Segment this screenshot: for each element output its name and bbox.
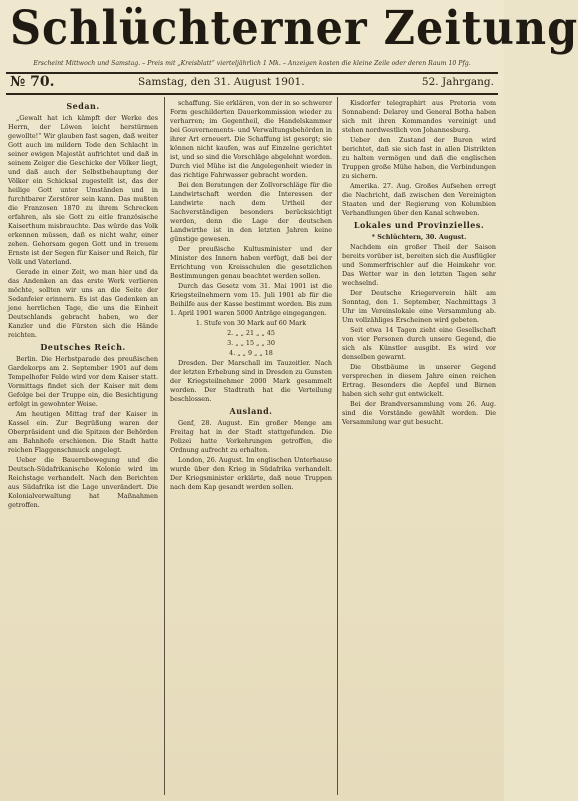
article-paragraph: London, 26. August. Im englischen Unterhause wurde über den Krieg in Südafrika verhandelt. Der Kriegsminister erklärte, daß neue Truppen nach dem Kap gesandt werden sollen. [170,456,332,491]
column-2 [170,99,332,795]
article-paragraph: Ueber die Bauernbewegung und die Deutsch-Südafrikanische Kolonie wird im Reichstage verhandelt. Nach den Berichten aus Südafrika ist die Lage unverändert. Die Kolonialverwaltung hat Maßnahmen getroffen. [8,456,158,509]
article-paragraph: Der Deutsche Kriegerverein hält am Sonntag, den 1. September, Nachmittags 3 Uhr im Vereinslokale eine Versammlung ab. Um vollzähliges Erscheinen wird gebeten. [342,289,496,324]
article-paragraph: Gerade in einer Zeit, wo man hier und da das Andenken an das erste Werk verlieren möchte, sollten wir uns an die Seite der Sedanfeier erinnern. Es ist das Gedenken an jene herrlichen Tage, die uns die Einheit Deutschlands gebracht haben, wo der Kanzler und die Fürsten sich die Hände reichten. [8,268,158,339]
article-paragraph: Ueber den Zustand der Buren wird berichtet, daß sie sich fast in allen Distrikten zu halten vermögen und daß die englischen Truppen große Mühe haben, die Verbindungen zu sichern. [342,136,496,180]
issue-number: № 70. [10,74,55,90]
article-paragraph: „Gewalt hat ich kämpft der Werke des Herrn, der Löwen leicht herstürmen gewollte!“ Wir glauben fast sagen, daß weiter Gott auch im mildern Tode den Schlacht in seiner ewigen Majestät aufrichtet und daß in seinem Zeiger die Geschicke der Völker liegt, und daß auch der Selbstbehauptung der Völker ein Schicksal zugestellt ist, das der heilige Gott unter Umständen und in furchtbarer Zerstörer sein kann. Das mußten die Franzosen 1870 zu ihrem Schrecken erfahren, als sie Gott zu eitle französische Kaiserthum misbrauchte. Das würde das Volk erkennen müssen, daß es nicht wahr, einer zehen. Gehorsam gegen Gott und in treuem Ernste ist der Segen für Kaiser und Reich, für Volk und Vaterland. [8,114,158,266]
section-heading-deutsches-reich: Deutsches Reich. [40,342,126,352]
issue-year: 52. Jahrgang. [421,76,494,88]
issue-bar [8,74,496,91]
column-1 [8,99,158,795]
issue-date: Samstag, den 31. August 1901. [138,76,305,88]
dateline: * Schlüchtern, 30. August. [371,233,467,241]
column-divider [337,97,338,795]
table-line: 1. Stufe von 30 Mark auf 60 Mark [195,319,307,327]
article-paragraph: schaffung. Sie erklären, von der in so schwerer Form geschilderten Dauerkommission wieder zu verharren; im Gegentheil, die Handelskammer bei Gouvernements- und Verwaltungsbehörden in ihrer Art erneuert. Die Schaffung ist gesorgt; sie können nicht kaufen, was auf Einzelne gerichtet ist, und so sind die Vorschläge abgelehnt worden. Durch viel Mühe ist die Angelegenheit wieder in das richtige Fahrwasser gebracht worden. [170,99,332,179]
article-paragraph: Nachdem ein großer Theil der Saison bereits vorüber ist, bereiten sich die Ausflügler und Sommerfrischler auf die Heimkehr vor. Das Wetter war in den letzten Tagen sehr wechselnd. [342,243,496,287]
masthead-title: Schlüchterner Zeitung [10,1,578,56]
article-paragraph: Bei den Beratungen der Zollvorschläge für die Landwirtschaft werden die Interessen der Landwirte nach dem Urtheil der Sachverständigen besonders berücksichtigt werden, denn die Lage der deutschen Landwirthe ist in den letzten Jahren keine günstige gewesen. [170,181,332,243]
section-heading-lokales: Lokales und Provinzielles. [353,220,485,230]
bottom-rule [6,93,498,95]
table-line: 2. „ „ 21 „ „ 45 [227,329,275,337]
column-divider [164,97,165,795]
article-paragraph: Durch das Gesetz vom 31. Mai 1901 ist die Kriegsteilnehmern vom 15. Juli 1901 ab für die Beihilfe aus der Kasse bestimmt worden. Bis zum 1. April 1901 waren 5000 Anträge eingegangen. [170,282,332,317]
article-paragraph: Bei der Brandversammlung vom 26. Aug. sind die Vorstände gewählt worden. Die Versammlung war gut besucht. [342,400,496,426]
article-paragraph: Seit etwa 14 Tagen zieht eine Gesellschaft von vier Personen durch unsere Gegend, die sich als Künstler ausgibt. Es wird vor denselben gewarnt. [342,326,496,361]
section-heading-ausland: Ausland. [229,406,273,416]
table-line: 4. „ „ 9 „ „ 18 [229,349,273,357]
table-line: 3. „ „ 15 „ „ 30 [227,339,275,347]
article-paragraph: Die Obstbäume in unserer Gegend versprechen in diesem Jahre einen reichen Ertrag. Besonders die Aepfel und Birnen haben sich sehr gut entwickelt. [342,363,496,398]
article-paragraph: Am heutigen Mittag traf der Kaiser in Kassel ein. Zur Begrüßung waren der Oberpräsident und die Spitzen der Behörden am Bahnhofe erschienen. Die Stadt hatte reichen Flaggenschmuck angelegt. [8,410,158,454]
article-paragraph: Genf, 28. August. Ein großer Menge am Freitag hat in der Stadt stattgefunden. Die Polizei hatte Vorkehrungen getroffen, die Ordnung aufrecht zu erhalten. [170,419,332,454]
article-paragraph: Amerika. 27. Aug. Großes Aufsehen erregt die Nachricht, daß zwischen den Vereinigten Staaten und der Regierung von Kolumbien Verhandlungen über den Kanal schweben. [342,182,496,217]
article-paragraph: Berlin. Die Herbstparade des preußischen Gardekorps am 2. September 1901 auf dem Tempelhofer Felde wird vor dem Kaiser statt. Vormittags findet sich der Kaiser mit dem Gefolge bei der Truppe ein, die Besichtigung erfolgt in gewohnter Weise. [8,355,158,408]
section-heading-sedan: Sedan. [66,101,100,111]
column-3 [342,99,496,795]
article-paragraph: Kisdorfer telegraphirt aus Pretoria vom Sonnabend: Delarey und General Botha haben sich mit ihren Kommandos vereinigt und stehen nordwestlich von Johannesburg. [342,99,496,134]
article-paragraph: Dresden. Der Marschall im Tauzeitler. Nach der letzten Erhebung sind in Dresden zu Gunsten der Kriegsteilnehmer 2000 Mark gesammelt worden. Der Stadtrath hat die Verteilung beschlossen. [170,359,332,403]
subscription-line: Erscheint Mittwoch und Samstag. – Preis mit „Kreisblatt“ vierteljährlich 1 Mk. – Anzeigen kosten die kleine Zeile oder deren Raum 10 Pfg. [33,60,471,67]
article-paragraph: Der preußische Kultusminister und der Minister des Innern haben verfügt, daß bei der Errichtung von Kreisschulen die gesetzlichen Bestimmungen genau beachtet werden sollen. [170,245,332,280]
